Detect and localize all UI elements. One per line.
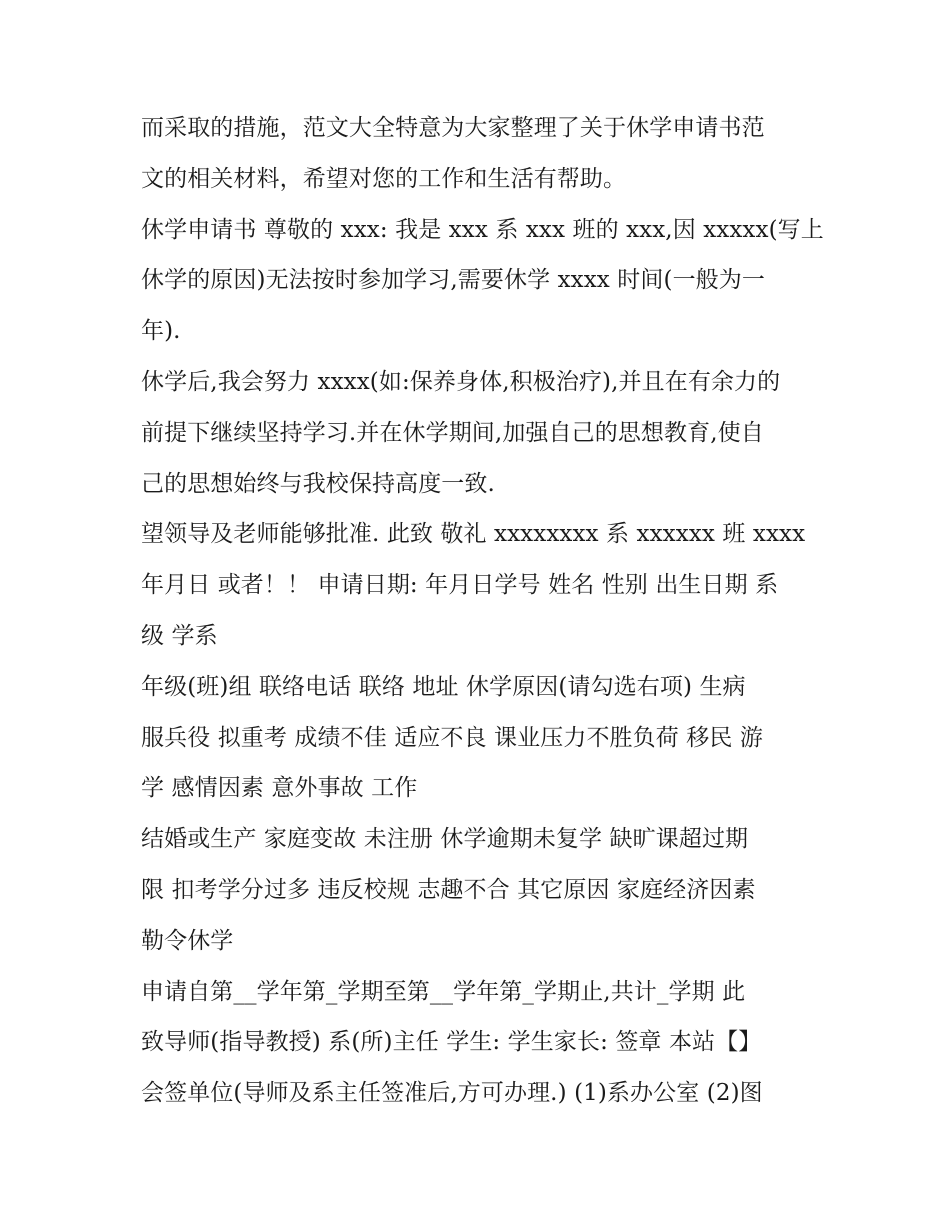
document-body <box>141 103 824 1119</box>
text-line: 会签单位(导师及系主任签准后,方可办理.) (1)系办公室 (2)图 <box>141 1080 763 1107</box>
text-line: 休学后,我会努力 xxxx(如:保养身体,积极治疗),并且在有余力的 <box>141 368 781 395</box>
text-line: 望领导及老师能够批准. 此致 敬礼 xxxxxxxx 系 xxxxxx 班 xxxx <box>141 521 806 548</box>
text-line: 年). <box>141 318 181 345</box>
text-line: 致导师(指导教授) 系(所)主任 学生: 学生家长: 签章 本站【】 <box>141 1029 762 1056</box>
text-line: 休学的原因)无法按时参加学习,需要休学 xxxx 时间(一般为一 <box>141 267 765 294</box>
text-line: 己的思想始终与我校保持高度一致. <box>141 470 495 497</box>
text-line: 学 感情因素 意外事故 工作 <box>141 775 418 802</box>
text-line: 休学申请书 尊敬的 xxx: 我是 xxx 系 xxx 班的 xxx,因 xxxxx(写上 <box>141 216 824 243</box>
text-line: 限 扣考学分过多 违反校规 志趣不合 其它原因 家庭经济因素 <box>141 876 756 903</box>
text-line: 年级(班)组 联络电话 联络 地址 休学原因(请勾选右项) 生病 <box>141 673 746 700</box>
text-line: 级 学系 <box>141 622 218 649</box>
text-line: 申请自第__学年第_学期至第__学年第_学期止,共计_学期 此 <box>141 978 746 1005</box>
text-line: 结婚或生产 家庭变故 未注册 休学逾期未复学 缺旷课超过期 <box>141 826 749 853</box>
text-line: 年月日 或者！！ 申请日期: 年月日学号 姓名 性别 出生日期 系 <box>141 572 779 599</box>
text-line: 前提下继续坚持学习.并在休学期间,加强自己的思想教育,使自 <box>141 419 764 446</box>
text-line: 而采取的措施，范文大全特意为大家整理了关于休学申请书范 <box>141 115 765 141</box>
text-line: 勒令休学 <box>141 927 234 954</box>
text-line: 服兵役 拟重考 成绩不佳 适应不良 课业压力不胜负荷 移民 游 <box>141 724 763 751</box>
text-line: 文的相关材料，希望对您的工作和生活有帮助。 <box>141 165 627 192</box>
